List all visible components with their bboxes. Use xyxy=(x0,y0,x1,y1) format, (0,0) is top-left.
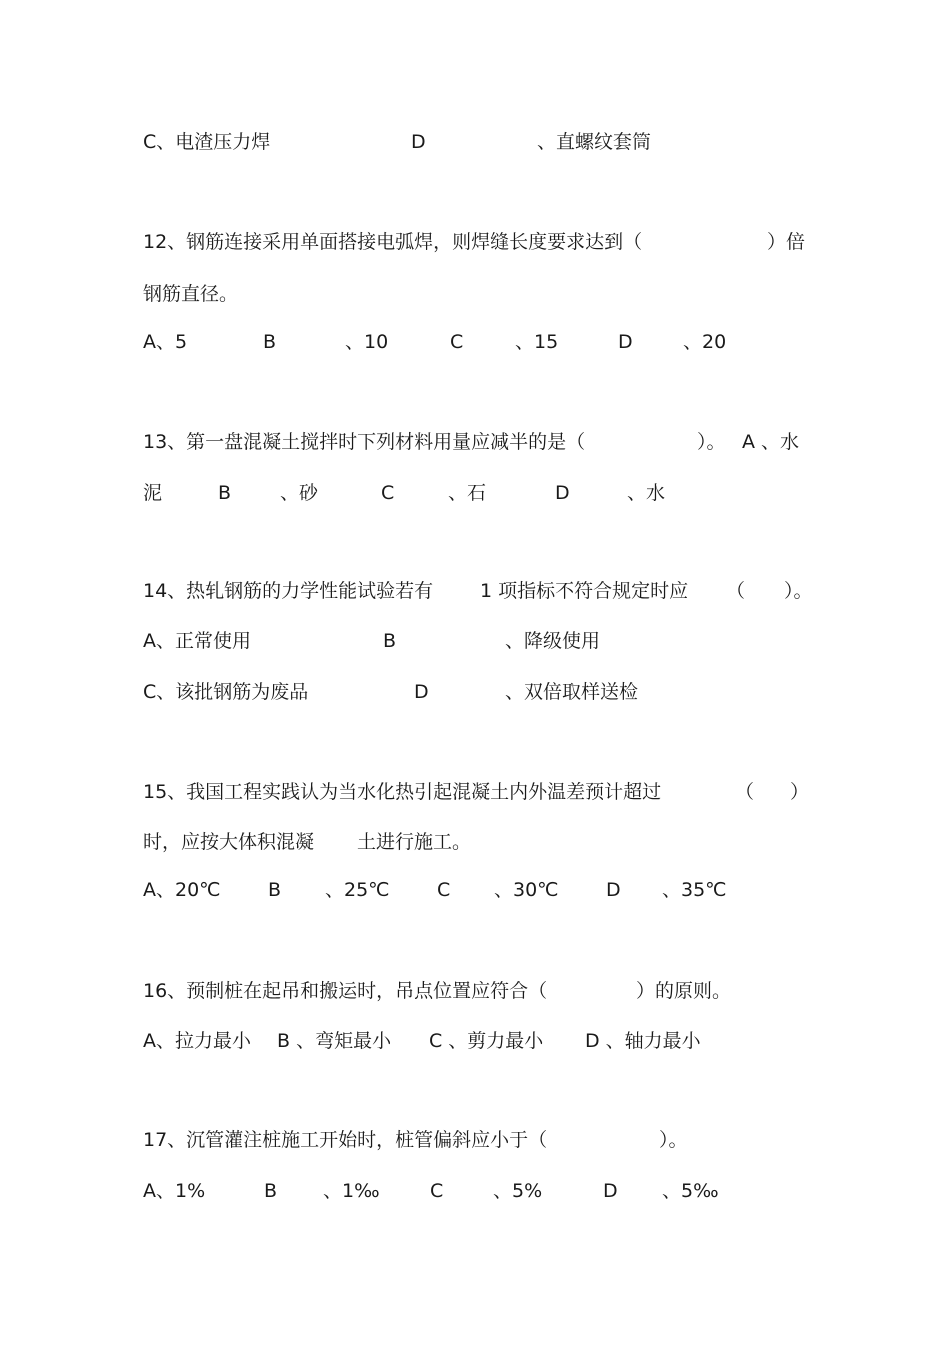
q13-option-b-text: 、砂 xyxy=(280,482,319,504)
q15-stem-paren-close: ） xyxy=(790,781,810,803)
q17-option-b-letter: B xyxy=(264,1180,278,1202)
q17-stem-line1: 17、沉管灌注桩施工开始时，桩管偏斜应小于（ xyxy=(143,1129,548,1151)
q12-option-c-letter: C xyxy=(450,331,464,353)
q12-option-b-text: 、10 xyxy=(345,331,389,353)
q11-option-d-text: 、直螺纹套筒 xyxy=(537,131,652,153)
q12-option-c-text: 、15 xyxy=(515,331,559,353)
q14-option-a: A、正常使用 xyxy=(143,630,251,652)
q15-stem-line2a: 时，应按大体积混凝 xyxy=(143,831,315,853)
q17-stem-close: ）。 xyxy=(659,1129,688,1151)
q13-option-b-letter: B xyxy=(218,482,232,504)
q16-option-a: A、拉力最小 xyxy=(143,1030,251,1052)
q12-stem-line2: 钢筋直径。 xyxy=(143,283,239,305)
q14-option-d-text: 、双倍取样送检 xyxy=(505,681,639,703)
q15-option-b-text: 、25℃ xyxy=(325,879,390,901)
q14-option-c: C、该批钢筋为废品 xyxy=(143,681,309,703)
q14-option-b-letter: B xyxy=(383,630,397,652)
q12-stem-line1: 12、钢筋连接采用单面搭接电弧焊，则焊缝长度要求达到（ xyxy=(143,231,643,253)
q13-option-d-letter: D xyxy=(555,482,570,504)
q15-option-c-text: 、30℃ xyxy=(494,879,559,901)
q16-stem-close: ）的原则。 xyxy=(636,980,732,1002)
q12-option-a: A、5 xyxy=(143,331,188,353)
q17-option-d-letter: D xyxy=(603,1180,618,1202)
q17-option-c-letter: C xyxy=(430,1180,444,1202)
q14-stem-part2: 1 项指标不符合规定时应 xyxy=(480,580,689,602)
q14-option-d-letter: D xyxy=(414,681,429,703)
q15-stem-line1: 15、我国工程实践认为当水化热引起混凝土内外温差预计超过 xyxy=(143,781,662,803)
q16-option-b: B 、弯矩最小 xyxy=(277,1030,392,1052)
q13-option-a: A 、水 xyxy=(742,431,800,453)
q15-option-c-letter: C xyxy=(437,879,451,901)
q17-option-b-text: 、1‰ xyxy=(323,1180,380,1202)
q13-stem-close: ）。 xyxy=(697,431,726,453)
q12-option-d-text: 、20 xyxy=(683,331,727,353)
q17-option-a: A、1% xyxy=(143,1180,206,1202)
q15-option-d-letter: D xyxy=(606,879,621,901)
q17-option-d-text: 、5‰ xyxy=(662,1180,719,1202)
q16-stem-line1: 16、预制桩在起吊和搬运时，吊点位置应符合（ xyxy=(143,980,548,1002)
q11-option-c: C、电渣压力焊 xyxy=(143,131,271,153)
q13-option-d-text: 、水 xyxy=(627,482,666,504)
q13-option-c-letter: C xyxy=(381,482,395,504)
q15-option-b-letter: B xyxy=(268,879,282,901)
q13-option-c-text: 、石 xyxy=(448,482,487,504)
q14-option-b-text: 、降级使用 xyxy=(505,630,601,652)
q15-option-a: A、20℃ xyxy=(143,879,221,901)
q12-option-b-letter: B xyxy=(263,331,277,353)
q13-line2-start: 泥 xyxy=(143,482,163,504)
q16-option-d: D 、轴力最小 xyxy=(585,1030,701,1052)
q15-option-d-text: 、35℃ xyxy=(662,879,727,901)
q17-option-c-text: 、5% xyxy=(493,1180,543,1202)
q13-stem-line1: 13、第一盘混凝土搅拌时下列材料用量应减半的是（ xyxy=(143,431,586,453)
q15-stem-paren-open: （ xyxy=(735,781,755,803)
q14-stem-part1: 14、热轧钢筋的力学性能试验若有 xyxy=(143,580,434,602)
q14-stem-paren-open: （ xyxy=(726,580,746,602)
q15-stem-line2b: 土进行施工。 xyxy=(357,831,472,853)
q12-option-d-letter: D xyxy=(618,331,633,353)
q14-stem-paren-close: ）。 xyxy=(784,580,813,602)
q16-option-c: C 、剪力最小 xyxy=(429,1030,544,1052)
q12-stem-paren-close: ）倍 xyxy=(767,231,806,253)
q11-option-d-letter: D xyxy=(411,131,426,153)
